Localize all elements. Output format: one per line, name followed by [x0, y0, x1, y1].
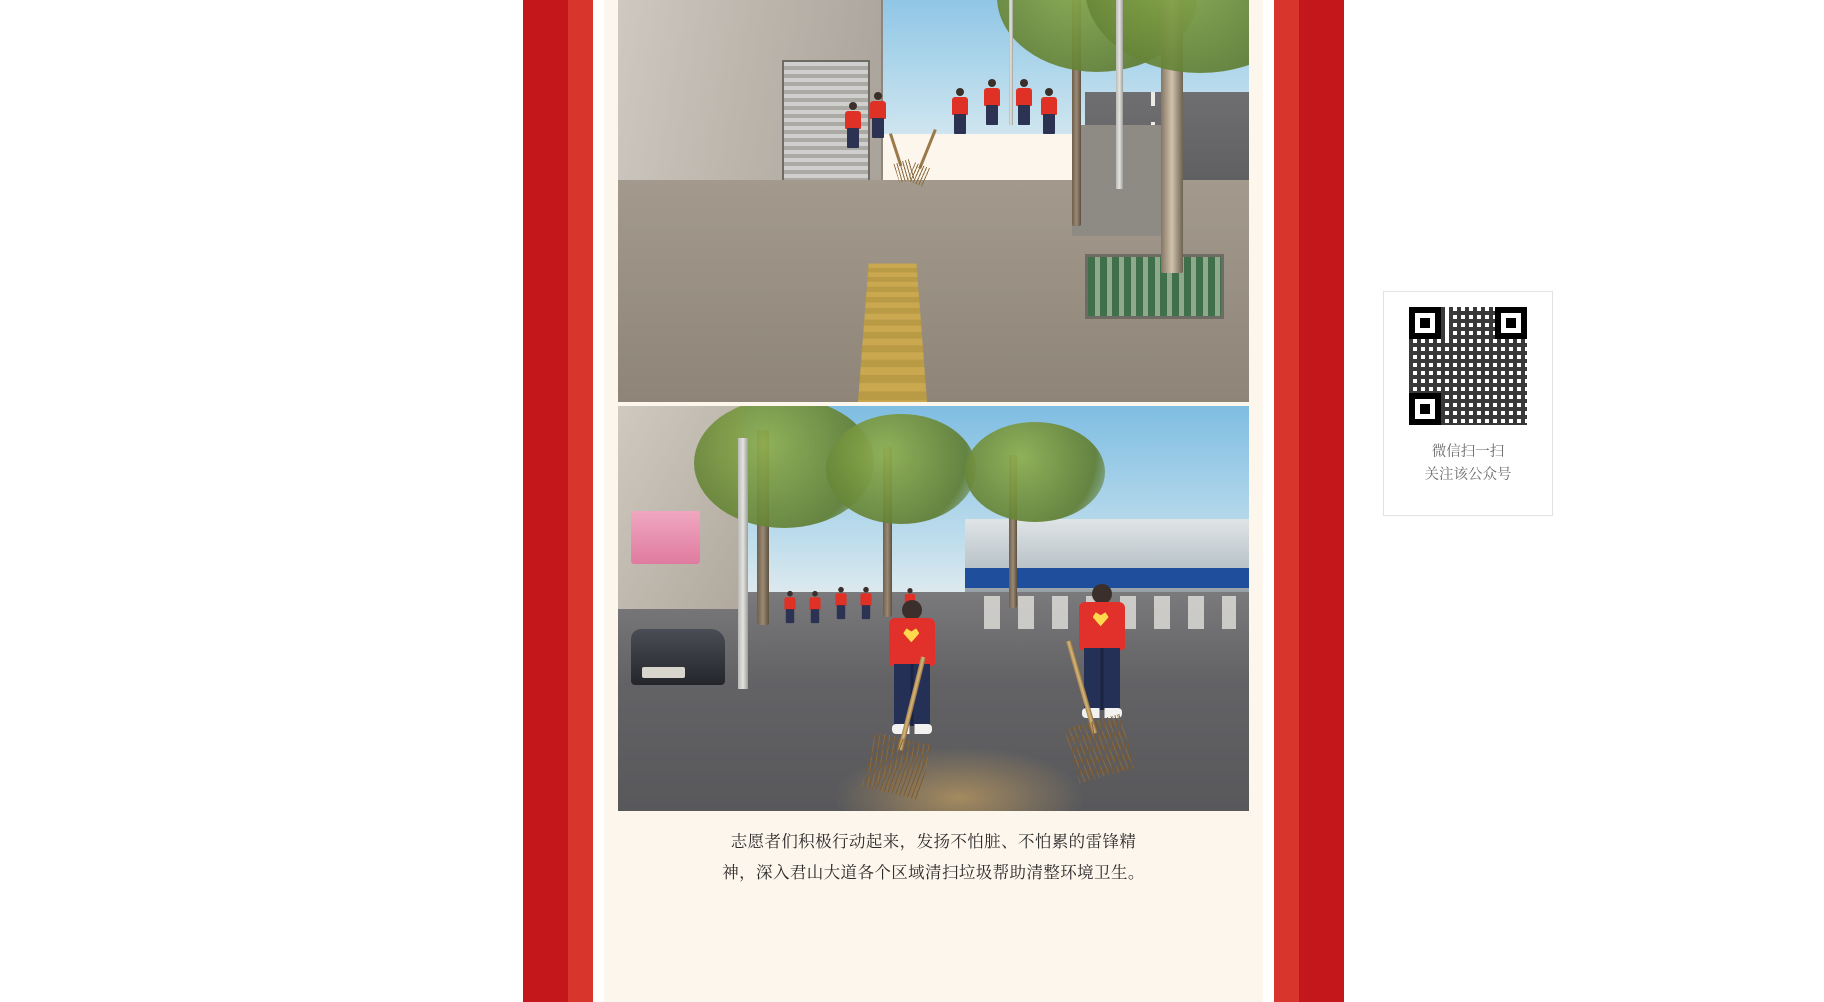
- qr-caption: [1425, 441, 1512, 487]
- decorative-frame-outer-right: [1299, 0, 1344, 1002]
- decorative-frame-inner-left: [568, 0, 593, 1002]
- caption-line-2: 神，深入君山大道各个区域清扫垃圾帮助清整环境卫生。: [722, 864, 1145, 882]
- decorative-frame-gap-left: [593, 0, 604, 1002]
- qr-caption-line-2: 关注该公众号: [1424, 467, 1512, 483]
- volunteers-sweeping-street-photo: [618, 406, 1249, 811]
- wechat-official-account-qr-code[interactable]: [1409, 307, 1527, 425]
- caption-line-1: 志愿者们积极行动起来，发扬不怕脏、不怕累的雷锋精: [730, 833, 1137, 851]
- decorative-frame-gap-right: [1263, 0, 1274, 1002]
- article-column: [523, 0, 1344, 1002]
- decorative-frame-inner-right: [1274, 0, 1299, 1002]
- article-content: [604, 0, 1263, 1002]
- qr-finder-bottom-left: [1409, 393, 1441, 425]
- qr-finder-top-left: [1409, 307, 1441, 339]
- photo-caption: [622, 827, 1245, 889]
- qr-finder-top-right: [1495, 307, 1527, 339]
- volunteers-sweeping-sidewalk-photo: [618, 0, 1249, 402]
- decorative-frame-outer-left: [523, 0, 568, 1002]
- wechat-follow-card: [1383, 291, 1553, 516]
- qr-caption-line-1: 微信扫一扫: [1431, 444, 1505, 460]
